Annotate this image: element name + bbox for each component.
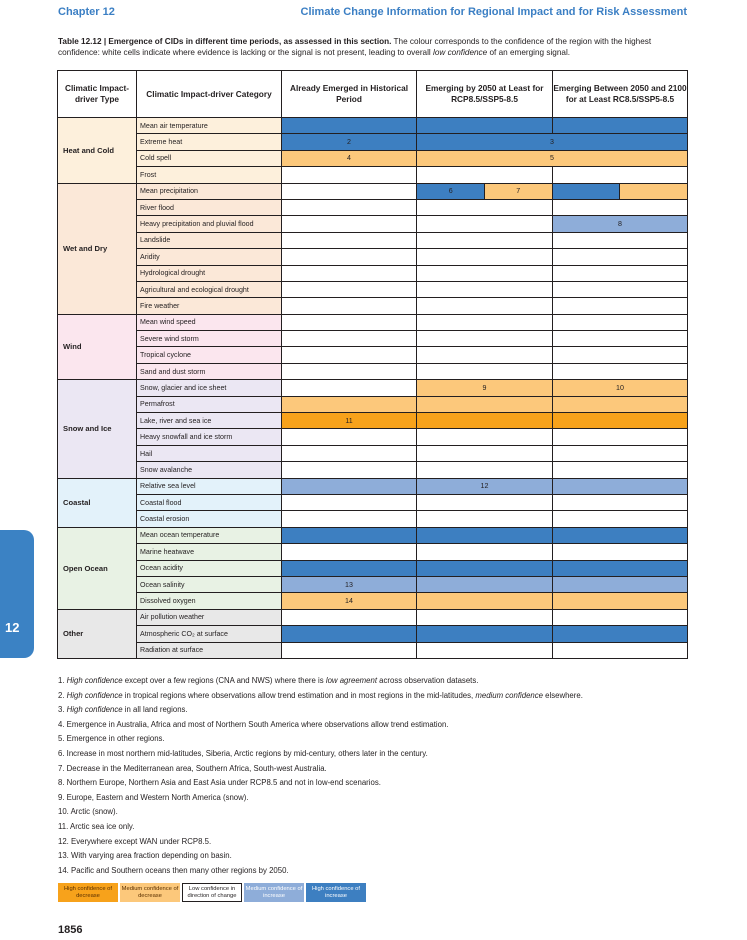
confidence-cell bbox=[282, 331, 417, 347]
confidence-cell bbox=[282, 494, 417, 510]
confidence-cell bbox=[282, 118, 417, 134]
cid-category-cell: Landslide bbox=[137, 232, 282, 248]
legend-swatch-hi: High confidence of increase bbox=[306, 883, 366, 902]
cid-category-cell: Fire weather bbox=[137, 298, 282, 314]
cid-category-cell: Marine heatwave bbox=[137, 544, 282, 560]
table-row bbox=[58, 118, 688, 134]
cid-category-cell: Mean wind speed bbox=[137, 314, 282, 330]
caption-label: Table 12.12 | Emergence of CIDs in different time periods, as assessed in this section. bbox=[58, 37, 392, 46]
split-confidence-cell bbox=[417, 183, 553, 199]
confidence-cell: 9 bbox=[417, 380, 553, 396]
cid-category-cell: Mean precipitation bbox=[137, 183, 282, 199]
caption-italic: low confidence bbox=[433, 48, 488, 57]
confidence-cell bbox=[553, 331, 688, 347]
confidence-cell bbox=[417, 118, 553, 134]
confidence-cell: 8 bbox=[553, 216, 688, 232]
table-row bbox=[58, 626, 688, 642]
table-row bbox=[58, 249, 688, 265]
confidence-cell bbox=[282, 216, 417, 232]
cid-category-cell: Hydrological drought bbox=[137, 265, 282, 281]
footnotes bbox=[58, 674, 698, 878]
confidence-cell bbox=[282, 478, 417, 494]
table-caption bbox=[58, 36, 690, 58]
footnote-text: 7. Decrease in the Mediterranean area, Southern Africa, South-west Australia. bbox=[58, 763, 327, 773]
confidence-cell bbox=[417, 527, 553, 543]
confidence-cell bbox=[417, 560, 553, 576]
cid-category-cell: Cold spell bbox=[137, 150, 282, 166]
footnote-text: High confidence bbox=[66, 705, 123, 715]
confidence-cell bbox=[282, 511, 417, 527]
confidence-cell bbox=[282, 314, 417, 330]
table-row bbox=[58, 445, 688, 461]
confidence-cell bbox=[282, 380, 417, 396]
footnote-text: except over a few regions (CNA and NWS) where there is bbox=[122, 676, 326, 685]
table-row bbox=[58, 134, 688, 150]
legend-swatch-md: Medium confidence of decrease bbox=[120, 883, 180, 902]
confidence-cell bbox=[282, 429, 417, 445]
legend-swatch-hd: High confidence of decrease bbox=[58, 883, 118, 902]
confidence-cell: 13 bbox=[282, 576, 417, 592]
footnote-text: 9. Europe, Eastern and Western North America (snow). bbox=[58, 792, 249, 802]
confidence-cell bbox=[553, 167, 688, 183]
cid-category-cell: Coastal erosion bbox=[137, 511, 282, 527]
cid-category-cell: Heavy precipitation and pluvial flood bbox=[137, 216, 282, 232]
footnote-text: 11. Arctic sea ice only. bbox=[58, 821, 135, 831]
confidence-cell bbox=[282, 298, 417, 314]
footnote-text: medium confidence bbox=[475, 690, 543, 700]
table-header-row bbox=[58, 71, 688, 118]
cid-category-cell: Frost bbox=[137, 167, 282, 183]
footnote-text: High confidence bbox=[66, 676, 123, 685]
cid-type-cell: Snow and Ice bbox=[58, 380, 137, 478]
footnote-text: 8. Northern Europe, Northern Asia and East Asia under RCP8.5 and not in low-end scenarios. bbox=[58, 778, 381, 788]
confidence-cell bbox=[417, 576, 553, 592]
confidence-cell bbox=[282, 167, 417, 183]
footnote bbox=[58, 791, 698, 806]
cid-category-cell: Agricultural and ecological drought bbox=[137, 281, 282, 297]
table-row bbox=[58, 347, 688, 363]
header-cid-type: Climatic Impact-driver Type bbox=[58, 71, 137, 118]
confidence-cell bbox=[417, 363, 553, 379]
confidence-cell bbox=[417, 314, 553, 330]
confidence-cell bbox=[553, 363, 688, 379]
page-number: 1856 bbox=[58, 924, 83, 936]
confidence-cell bbox=[417, 331, 553, 347]
confidence-cell bbox=[417, 609, 553, 625]
confidence-cell bbox=[417, 626, 553, 642]
confidence-cell bbox=[417, 167, 553, 183]
confidence-cell bbox=[553, 445, 688, 461]
cid-category-cell: Air pollution weather bbox=[137, 609, 282, 625]
footnote-text: 10. Arctic (snow). bbox=[58, 807, 118, 817]
confidence-cell bbox=[553, 199, 688, 215]
table-row bbox=[58, 380, 688, 396]
cid-category-cell: Snow, glacier and ice sheet bbox=[137, 380, 282, 396]
legend-swatch-mi: Medium confidence of increase bbox=[244, 883, 304, 902]
confidence-cell bbox=[553, 413, 688, 429]
caption-text-end: of an emerging signal. bbox=[487, 48, 571, 57]
confidence-cell bbox=[553, 527, 688, 543]
table-row bbox=[58, 478, 688, 494]
footnote-text: 4. Emergence in Australia, Africa and most of Northern South America where observations allow trend estimation. bbox=[58, 719, 449, 729]
footnote-text: 2. bbox=[58, 690, 67, 700]
confidence-cell bbox=[417, 396, 553, 412]
footnote-text: in tropical regions where observations allow trend estimation and in most regions in the mid-latitudes, bbox=[122, 690, 476, 700]
cid-category-cell: Relative sea level bbox=[137, 478, 282, 494]
cid-category-cell: Extreme heat bbox=[137, 134, 282, 150]
confidence-cell bbox=[417, 462, 553, 478]
footnote-text: 12. Everywhere except WAN under RCP8.5. bbox=[58, 836, 212, 846]
header-emerging-2100: Emerging Between 2050 and 2100 for at Least RC8.5/SSP5-8.5 bbox=[553, 71, 688, 118]
caption-text: The colour corresponds to the confidence of the region with the highest confidence: white cells indicate where evidence is lacking or the signal is not present, leading to overall bbox=[58, 37, 652, 57]
table-row bbox=[58, 576, 688, 592]
confidence-cell bbox=[282, 232, 417, 248]
cid-category-cell: Snow avalanche bbox=[137, 462, 282, 478]
confidence-cell bbox=[553, 281, 688, 297]
confidence-cell bbox=[417, 347, 553, 363]
confidence-cell bbox=[282, 626, 417, 642]
confidence-cell bbox=[282, 560, 417, 576]
confidence-cell bbox=[417, 249, 553, 265]
confidence-cell bbox=[282, 642, 417, 658]
footnote-text: 6. Increase in most northern mid-latitudes, Siberia, Arctic regions by mid-century, others later in the century. bbox=[58, 748, 428, 758]
split-cell-half: 6 bbox=[417, 184, 485, 199]
footnote bbox=[58, 849, 698, 864]
confidence-cell: 4 bbox=[282, 150, 417, 166]
table-row bbox=[58, 298, 688, 314]
table-row bbox=[58, 314, 688, 330]
confidence-cell bbox=[553, 429, 688, 445]
confidence-cell bbox=[282, 396, 417, 412]
cid-category-cell: River flood bbox=[137, 199, 282, 215]
split-cell-half: 7 bbox=[484, 184, 553, 199]
confidence-cell bbox=[553, 265, 688, 281]
confidence-cell bbox=[417, 593, 553, 609]
confidence-cell bbox=[282, 544, 417, 560]
confidence-cell bbox=[417, 216, 553, 232]
footnote bbox=[58, 776, 698, 791]
table-row bbox=[58, 494, 688, 510]
confidence-cell bbox=[553, 347, 688, 363]
confidence-cell bbox=[417, 494, 553, 510]
confidence-cell bbox=[417, 445, 553, 461]
footnote-text: across observation datasets. bbox=[376, 676, 479, 685]
footnote bbox=[58, 762, 698, 777]
split-cell-half bbox=[619, 184, 687, 199]
confidence-cell bbox=[417, 642, 553, 658]
header-cid-category: Climatic Impact-driver Category bbox=[137, 71, 282, 118]
cid-type-cell: Coastal bbox=[58, 478, 137, 527]
confidence-cell bbox=[553, 642, 688, 658]
cid-emergence-table bbox=[57, 70, 688, 659]
confidence-cell bbox=[282, 249, 417, 265]
table-row bbox=[58, 560, 688, 576]
confidence-cell bbox=[553, 249, 688, 265]
cid-category-cell: Atmospheric CO₂ at surface bbox=[137, 626, 282, 642]
confidence-cell bbox=[553, 314, 688, 330]
header-already-emerged: Already Emerged in Historical Period bbox=[282, 71, 417, 118]
confidence-cell bbox=[282, 347, 417, 363]
footnote bbox=[58, 747, 698, 762]
confidence-cell bbox=[417, 511, 553, 527]
confidence-cell bbox=[553, 478, 688, 494]
confidence-cell bbox=[553, 593, 688, 609]
confidence-cell bbox=[553, 511, 688, 527]
confidence-cell bbox=[417, 429, 553, 445]
cid-category-cell: Lake, river and sea ice bbox=[137, 413, 282, 429]
footnote bbox=[58, 689, 698, 704]
confidence-legend bbox=[58, 883, 366, 902]
table-row bbox=[58, 544, 688, 560]
table-row bbox=[58, 216, 688, 232]
confidence-cell bbox=[417, 265, 553, 281]
table-row bbox=[58, 331, 688, 347]
table-row bbox=[58, 363, 688, 379]
confidence-cell: 12 bbox=[417, 478, 553, 494]
footnote-text: 14. Pacific and Southern oceans then many other regions by 2050. bbox=[58, 865, 289, 875]
cid-category-cell: Sand and dust storm bbox=[137, 363, 282, 379]
cid-category-cell: Ocean salinity bbox=[137, 576, 282, 592]
footnote bbox=[58, 820, 698, 835]
footnote bbox=[58, 718, 698, 733]
table-row bbox=[58, 642, 688, 658]
cid-category-cell: Coastal flood bbox=[137, 494, 282, 510]
cid-category-cell: Mean air temperature bbox=[137, 118, 282, 134]
cid-category-cell: Radiation at surface bbox=[137, 642, 282, 658]
table-row bbox=[58, 527, 688, 543]
table-row bbox=[58, 413, 688, 429]
cid-category-cell: Permafrost bbox=[137, 396, 282, 412]
confidence-cell bbox=[553, 576, 688, 592]
confidence-cell bbox=[553, 560, 688, 576]
confidence-cell: 14 bbox=[282, 593, 417, 609]
cid-category-cell: Hail bbox=[137, 445, 282, 461]
cid-category-cell: Dissolved oxygen bbox=[137, 593, 282, 609]
cid-category-cell: Tropical cyclone bbox=[137, 347, 282, 363]
confidence-cell bbox=[282, 462, 417, 478]
cid-category-cell: Heavy snowfall and ice storm bbox=[137, 429, 282, 445]
cid-category-cell: Ocean acidity bbox=[137, 560, 282, 576]
table-row bbox=[58, 265, 688, 281]
footnote bbox=[58, 703, 698, 718]
confidence-cell bbox=[282, 183, 417, 199]
footnote-text: low agreement bbox=[325, 676, 377, 685]
confidence-cell bbox=[553, 494, 688, 510]
footnote bbox=[58, 805, 698, 820]
footnote-text: in all land regions. bbox=[122, 705, 188, 715]
table-row bbox=[58, 593, 688, 609]
footnote-text: High confidence bbox=[66, 690, 123, 700]
footnote bbox=[58, 674, 698, 689]
footnote bbox=[58, 864, 698, 879]
confidence-cell bbox=[553, 396, 688, 412]
confidence-cell bbox=[553, 232, 688, 248]
confidence-cell: 11 bbox=[282, 413, 417, 429]
side-tab-number: 12 bbox=[5, 620, 20, 635]
confidence-cell: 2 bbox=[282, 134, 417, 150]
cid-category-cell: Mean ocean temperature bbox=[137, 527, 282, 543]
legend-swatch-lc: Low confidence in direction of change bbox=[182, 883, 242, 902]
confidence-cell bbox=[282, 363, 417, 379]
cid-type-cell: Open Ocean bbox=[58, 527, 137, 609]
confidence-cell bbox=[553, 462, 688, 478]
cid-type-cell: Other bbox=[58, 609, 137, 658]
confidence-cell bbox=[417, 298, 553, 314]
confidence-cell bbox=[282, 265, 417, 281]
table-row bbox=[58, 609, 688, 625]
confidence-cell: 3 bbox=[417, 134, 688, 150]
table-row bbox=[58, 396, 688, 412]
footnote-text: 1. bbox=[58, 676, 67, 685]
cid-type-cell: Wet and Dry bbox=[58, 183, 137, 314]
cid-type-cell: Heat and Cold bbox=[58, 118, 137, 184]
table-row bbox=[58, 150, 688, 166]
cid-category-cell: Severe wind storm bbox=[137, 331, 282, 347]
confidence-cell bbox=[417, 544, 553, 560]
table-body bbox=[58, 118, 688, 659]
table-row bbox=[58, 511, 688, 527]
table-row bbox=[58, 429, 688, 445]
table-row bbox=[58, 232, 688, 248]
footnote-text: 3. bbox=[58, 705, 67, 715]
footnote-text: elsewhere. bbox=[543, 690, 583, 700]
confidence-cell bbox=[417, 281, 553, 297]
header-emerging-2050: Emerging by 2050 at Least for RCP8.5/SSP5-8.5 bbox=[417, 71, 553, 118]
confidence-cell bbox=[417, 413, 553, 429]
table-row bbox=[58, 281, 688, 297]
table-row bbox=[58, 183, 688, 199]
confidence-cell bbox=[553, 609, 688, 625]
confidence-cell bbox=[282, 527, 417, 543]
confidence-cell bbox=[282, 281, 417, 297]
confidence-cell bbox=[282, 609, 417, 625]
confidence-cell bbox=[417, 199, 553, 215]
chapter-side-tab bbox=[0, 530, 34, 658]
footnote-text: 13. With varying area fraction depending on basin. bbox=[58, 851, 232, 861]
split-cell-half bbox=[553, 184, 620, 199]
confidence-cell bbox=[553, 118, 688, 134]
table-row bbox=[58, 167, 688, 183]
confidence-cell bbox=[553, 298, 688, 314]
confidence-cell bbox=[282, 199, 417, 215]
cid-category-cell: Aridity bbox=[137, 249, 282, 265]
confidence-cell bbox=[282, 445, 417, 461]
table-row bbox=[58, 462, 688, 478]
confidence-cell bbox=[553, 626, 688, 642]
confidence-cell: 10 bbox=[553, 380, 688, 396]
footnote bbox=[58, 835, 698, 850]
footnote-text: 5. Emergence in other regions. bbox=[58, 734, 165, 744]
cid-type-cell: Wind bbox=[58, 314, 137, 380]
confidence-cell: 5 bbox=[417, 150, 688, 166]
confidence-cell bbox=[553, 544, 688, 560]
chapter-label: Chapter 12 bbox=[58, 6, 115, 18]
footnote bbox=[58, 732, 698, 747]
split-confidence-cell bbox=[553, 183, 688, 199]
table-row bbox=[58, 199, 688, 215]
chapter-title: Climate Change Information for Regional Impact and for Risk Assessment bbox=[300, 6, 687, 18]
confidence-cell bbox=[417, 232, 553, 248]
